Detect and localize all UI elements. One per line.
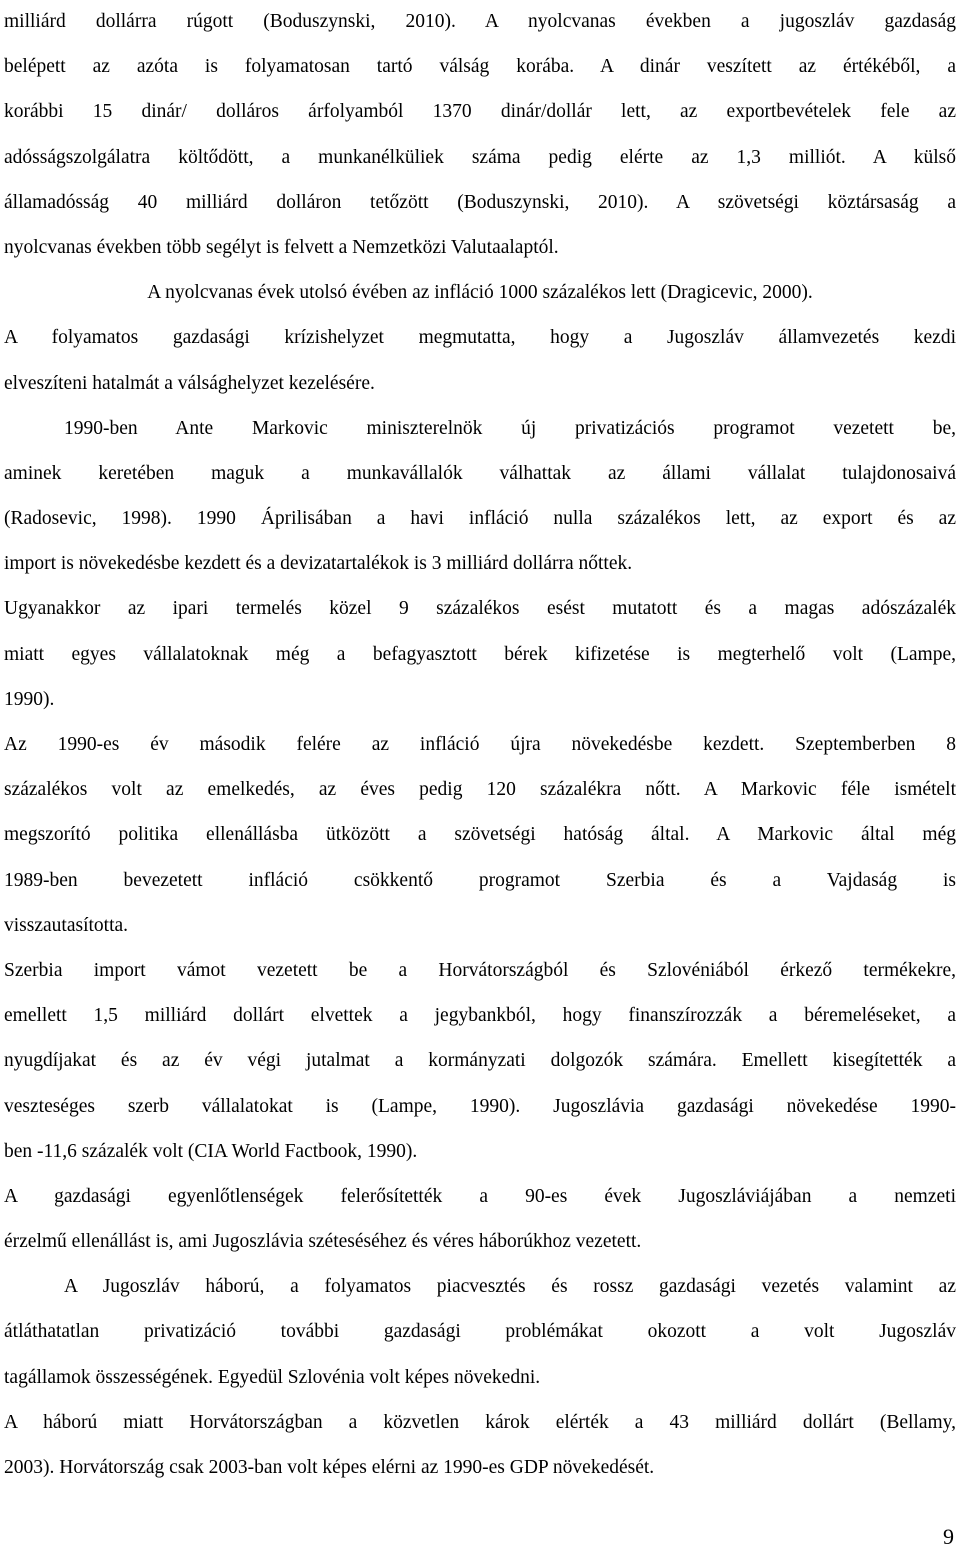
text-line: átláthatatlan privatizáció további gazdasági problémákat okozott a volt Jugoszláv <box>4 1321 956 1343</box>
text-line: érzelmű ellenállást is, ami Jugoszlávia széteséséhez és véres háborúkhoz vezetett. <box>4 1231 642 1253</box>
text-line: miatt egyes vállalatoknak még a befagyasztott bérek kifizetése is megterhelő volt (Lampe, <box>4 643 956 665</box>
text-line: A gazdasági egyenlőtlenségek felerősítették a 90-es évek Jugoszláviájában a nemzeti <box>4 1185 956 1207</box>
text-line: emellett 1,5 milliárd dollárt elvettek a jegybankból, hogy finanszírozzák a béremeléseket, a <box>4 1005 956 1027</box>
page-number: 9 <box>943 1524 954 1549</box>
text-line: Az 1990-es év második felére az infláció újra növekedésbe kezdett. Szeptemberben 8 <box>4 734 956 755</box>
text-line: (Radosevic, 1998). 1990 Áprilisában a havi infláció nulla százalékos lett, az export és az <box>4 508 956 530</box>
text-line: Ugyanakkor az ipari termelés közel 9 százalékos esést mutatott és a magas adószázalék <box>4 598 956 620</box>
text-line: visszautasította. <box>4 914 129 936</box>
text-line: 2003). Horvátország csak 2003-ban volt képes elérni az 1990-es GDP növekedését. <box>4 1457 655 1478</box>
text-line: nyolcvanas években több segélyt is felvett a Nemzetközi Valutaalaptól. <box>4 236 559 258</box>
text-line: A folyamatos gazdasági krízishelyzet megmutatta, hogy a Jugoszláv államvezetés kezdi <box>4 327 956 349</box>
text-line: Szerbia import vámot vezetett be a Horvátországból és Szlovéniából érkező termékekre, <box>4 959 956 981</box>
text-line: aminek keretében maguk a munkavállalók válhattak az állami vállalat tulajdonosaivá <box>4 462 956 484</box>
text-line: 1989-ben bevezetett infláció csökkentő programot Szerbia és a Vajdaság is <box>4 869 956 891</box>
text-line: 1990). <box>4 688 55 710</box>
text-line: 1990-ben Ante Markovic miniszterelnök új privatizációs programot vezetett be, <box>64 417 956 439</box>
text-line: korábbi 15 dinár/ dolláros árfolyamból 1370 dinár/dollár lett, az exportbevételek fele az <box>4 101 956 123</box>
text-line: tagállamok összességének. Egyedül Szlovénia volt képes növekedni. <box>4 1366 541 1388</box>
text-line: veszteséges szerb vállalatokat is (Lampe, 1990). Jugoszlávia gazdasági növekedése 1990- <box>4 1095 956 1117</box>
body-text <box>4 0 956 1490</box>
text-line: megszorító politika ellenállásba ütközött a szövetségi hatóság által. A Markovic által még <box>4 824 956 846</box>
text-line: A háború miatt Horvátországban a közvetlen károk elérték a 43 milliárd dollárt (Bellamy, <box>4 1411 956 1433</box>
text-line: milliárd dollárra rúgott (Boduszynski, 2010). A nyolcvanas években a jugoszláv gazdaság <box>4 11 956 32</box>
text-line: államadósság 40 milliárd dolláron tetőzött (Boduszynski, 2010). A szövetségi köztársaság a <box>4 191 956 213</box>
text-line: ben -11,6 százalék volt (CIA World Factbook, 1990). <box>4 1140 418 1162</box>
text-line: belépett az azóta is folyamatosan tartó válság korába. A dinár veszített az értékéből, a <box>4 56 956 78</box>
text-line: adósságszolgálatra költődött, a munkanélküliek száma pedig elérte az 1,3 milliót. A külső <box>4 146 956 168</box>
text-line: import is növekedésbe kezdett és a devizatartalékok is 3 milliárd dollárra nőttek. <box>4 553 633 575</box>
text-line: százalékos volt az emelkedés, az éves pedig 120 százalékra nőtt. A Markovic féle ismételt <box>4 779 956 801</box>
text-line: nyugdíjakat és az év végi jutalmat a kormányzati dolgozók számára. Emellett kisegítették a <box>4 1050 956 1072</box>
text-line: A Jugoszláv háború, a folyamatos piacvesztés és rossz gazdasági vezetés valamint az <box>64 1276 956 1298</box>
text-line: A nyolcvanas évek utolsó évében az infláció 1000 százalékos lett (Dragicevic, 2000). <box>147 282 813 304</box>
text-line: elveszíteni hatalmát a válsághelyzet kezelésére. <box>4 372 375 394</box>
